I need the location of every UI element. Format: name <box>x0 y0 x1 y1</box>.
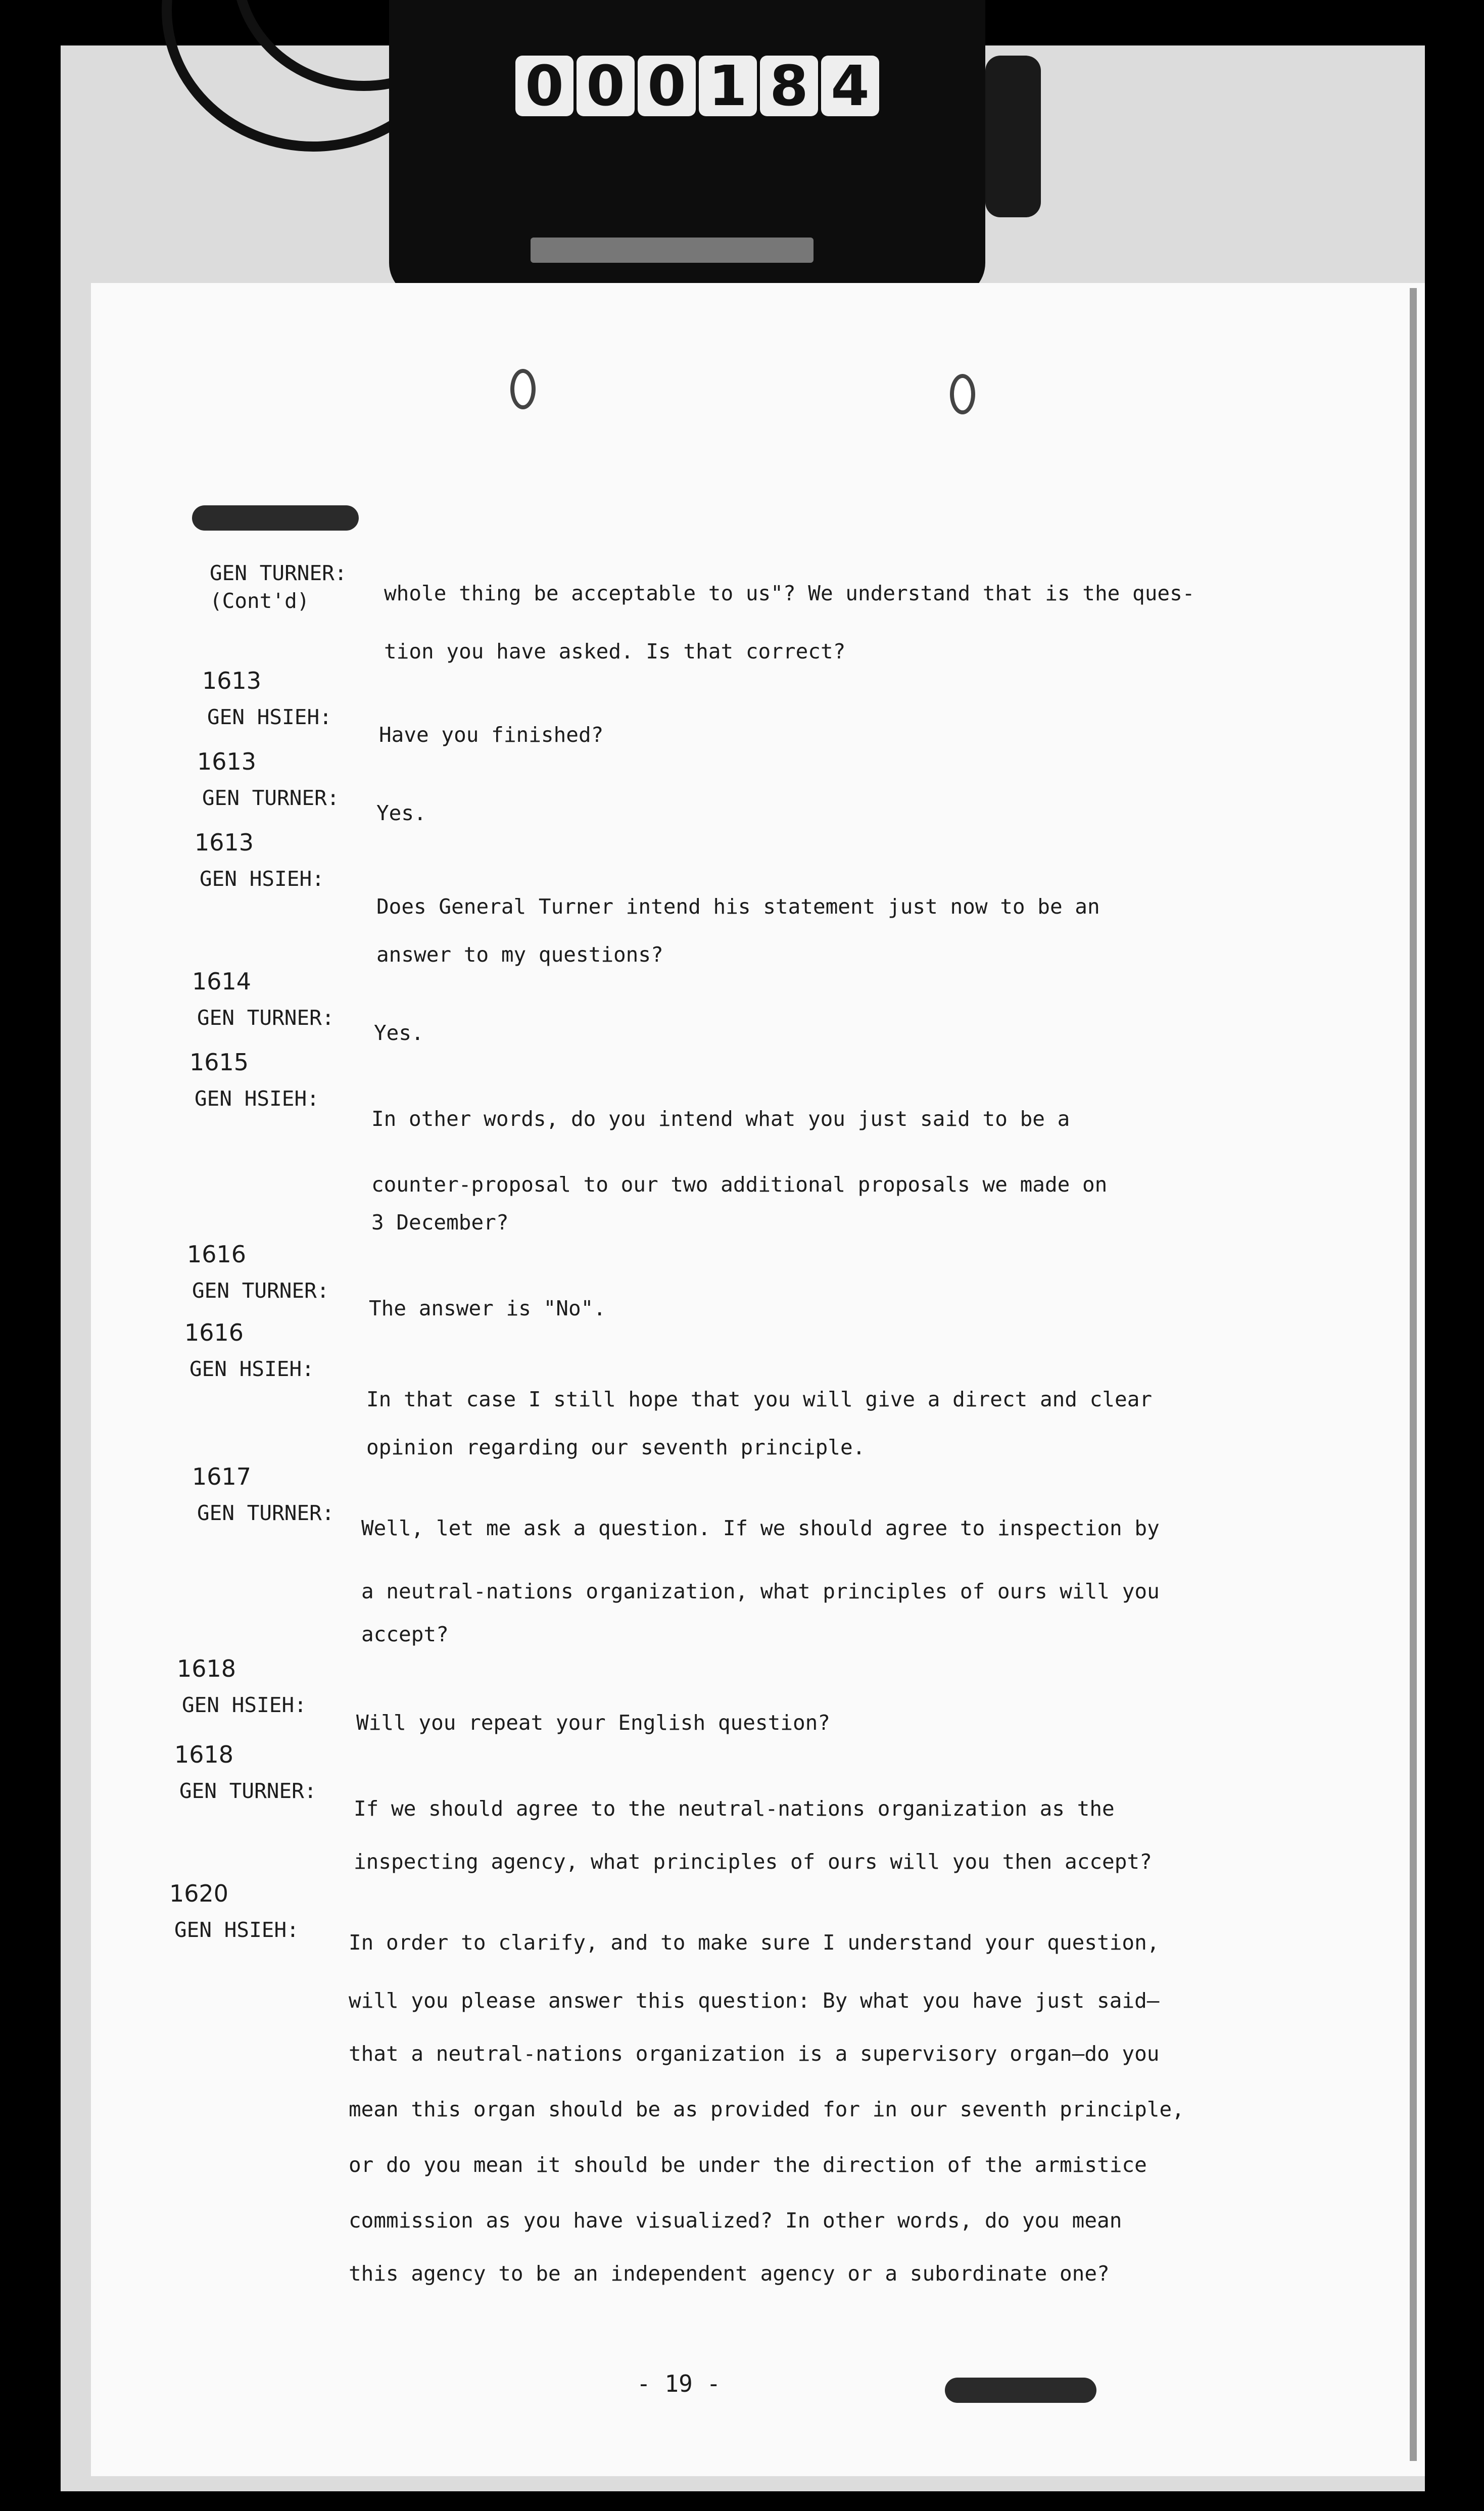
statement-line: mean this organ should be as provided for in our seventh principle, <box>349 2097 1184 2121</box>
counter-digit: 1 <box>699 56 757 116</box>
statement-line: counter-proposal to our two additional proposals we made on <box>371 1172 1108 1197</box>
counter-digit: 0 <box>638 56 696 116</box>
page-edge <box>1410 288 1417 2461</box>
counter-plate <box>531 238 813 263</box>
statement-line: or do you mean it should be under the direction of the armistice <box>349 2153 1147 2177</box>
statement-line: commission as you have visualized? In other words, do you mean <box>349 2208 1122 2233</box>
timestamp: 1613 <box>197 748 257 775</box>
statement-line: opinion regarding our seventh principle. <box>366 1435 866 1459</box>
statement-line: this agency to be an independent agency or a subordinate one? <box>349 2261 1110 2286</box>
statement-line: Will you repeat your English question? <box>356 1711 830 1735</box>
speaker-label: GEN TURNER: <box>179 1779 317 1803</box>
timestamp: 1616 <box>184 1319 244 1346</box>
statement-line: answer to my questions? <box>376 942 663 967</box>
statement-line: Yes. <box>376 801 426 825</box>
speaker-label: GEN HSIEH: <box>200 867 324 891</box>
speaker-continued-note: (Cont'd) <box>210 589 310 613</box>
statement-line: Does General Turner intend his statement just now to be an <box>376 894 1100 919</box>
timestamp: 1618 <box>174 1741 234 1768</box>
counter-digit: 0 <box>577 56 635 116</box>
statement-line: whole thing be acceptable to us"? We understand that is the ques- <box>384 581 1195 605</box>
statement-line: In order to clarify, and to make sure I understand your question, <box>349 1930 1160 1955</box>
counter-knob <box>985 56 1041 217</box>
speaker-label: GEN TURNER: <box>210 561 347 585</box>
restricted-stamp-top: RESTRICTED <box>192 505 359 531</box>
timestamp: 1620 <box>169 1880 229 1907</box>
statement-line: Yes. <box>374 1021 424 1045</box>
statement-line: will you please answer this question: By what you have just said— <box>349 1988 1160 2013</box>
statement-line: The answer is "No". <box>369 1296 606 1320</box>
speaker-label: GEN HSIEH: <box>195 1086 319 1111</box>
timestamp: 1617 <box>192 1463 252 1490</box>
speaker-label: GEN HSIEH: <box>174 1918 299 1942</box>
page-number: - 19 - <box>637 2370 721 2397</box>
punch-hole-left <box>510 369 536 409</box>
timestamp: 1613 <box>195 829 254 856</box>
speaker-label: GEN TURNER: <box>202 786 340 810</box>
speaker-label: GEN HSIEH: <box>182 1693 307 1717</box>
timestamp: 1613 <box>202 667 262 694</box>
timestamp: 1618 <box>177 1655 236 1682</box>
counter-digit: 8 <box>760 56 818 116</box>
timestamp: 1615 <box>189 1049 249 1076</box>
statement-line: Well, let me ask a question. If we should agree to inspection by <box>361 1516 1160 1540</box>
speaker-label: GEN TURNER: <box>197 1501 334 1525</box>
timestamp: 1614 <box>192 968 252 995</box>
statement-line: accept? <box>361 1622 449 1646</box>
frame-counter <box>515 56 879 116</box>
timestamp: 1616 <box>187 1241 247 1268</box>
statement-line: 3 December? <box>371 1210 509 1235</box>
speaker-label: GEN HSIEH: <box>189 1357 314 1381</box>
statement-line: In that case I still hope that you will give a direct and clear <box>366 1387 1153 1411</box>
statement-line: a neutral-nations organization, what principles of ours will you <box>361 1579 1160 1603</box>
statement-line: Have you finished? <box>379 723 604 747</box>
speaker-label: GEN HSIEH: <box>207 705 332 729</box>
statement-line: inspecting agency, what principles of ours will you then accept? <box>354 1850 1152 1874</box>
speaker-label: GEN TURNER: <box>192 1278 329 1303</box>
statement-line: tion you have asked. Is that correct? <box>384 639 846 664</box>
statement-line: that a neutral-nations organization is a supervisory organ—do you <box>349 2042 1160 2066</box>
speaker-label: GEN TURNER: <box>197 1006 334 1030</box>
restricted-stamp-bottom: RESTRICTED <box>945 2378 1096 2403</box>
statement-line: If we should agree to the neutral-nations organization as the <box>354 1796 1115 1821</box>
counter-digit: 0 <box>515 56 573 116</box>
statement-line: In other words, do you intend what you just said to be a <box>371 1107 1070 1131</box>
punch-hole-right <box>950 374 975 414</box>
counter-digit: 4 <box>821 56 879 116</box>
